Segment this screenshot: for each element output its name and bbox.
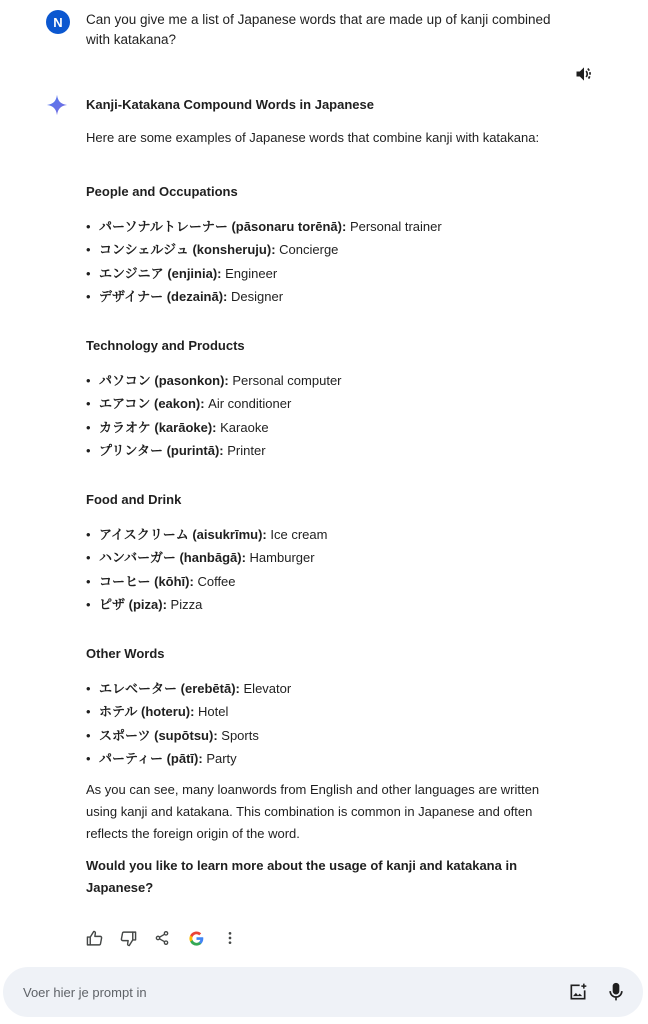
meaning: Ice cream <box>270 527 328 542</box>
bullet: • <box>86 704 91 720</box>
list-item <box>86 239 442 262</box>
section-other <box>86 645 291 771</box>
list-item <box>86 524 327 547</box>
mic-icon[interactable] <box>606 982 626 1002</box>
google-icon[interactable] <box>186 928 206 948</box>
list-item <box>86 725 291 748</box>
meaning: Hotel <box>198 704 229 720</box>
bullet: • <box>86 288 91 304</box>
response-intro: Here are some examples of Japanese words that combine kanji with katakana: <box>86 130 540 145</box>
bullet: • <box>86 750 91 766</box>
katakana-word: スポーツ <box>99 728 151 744</box>
meaning: Sports <box>221 727 259 743</box>
prompt-input[interactable] <box>23 985 543 1000</box>
romaji: (erebētā): <box>180 681 240 696</box>
user-message <box>46 10 606 50</box>
katakana-word: デザイナー <box>99 289 164 305</box>
katakana-word: プリンター <box>99 443 163 459</box>
romaji: (supōtsu): <box>154 727 218 743</box>
romaji: (piza): <box>128 596 167 612</box>
katakana-word: パソコン <box>99 374 151 389</box>
bullet: • <box>86 596 91 612</box>
meaning: Elevator <box>243 681 292 696</box>
section-heading: People and Occupations <box>86 184 238 199</box>
bullet: • <box>86 419 91 435</box>
katakana-word: ホテル <box>99 705 138 721</box>
prompt-bar <box>3 967 643 1017</box>
meaning: Pizza <box>170 596 203 612</box>
bullet: • <box>86 681 91 696</box>
romaji: (pāsonaru torēnā): <box>231 219 347 234</box>
bullet: • <box>86 242 91 258</box>
gemini-spark-icon <box>46 94 68 116</box>
katakana-word: パーティー <box>99 751 163 767</box>
word-list <box>86 370 342 463</box>
list-item <box>86 263 442 286</box>
bullet: • <box>86 373 91 388</box>
romaji: (aisukrīmu): <box>192 527 267 542</box>
list-item <box>86 286 442 309</box>
meaning: Party <box>206 750 237 766</box>
meaning: Karaoke <box>220 419 269 435</box>
romaji: (karāoke): <box>154 419 217 435</box>
section-heading: Technology and Products <box>86 338 245 353</box>
speaker-icon[interactable] <box>574 64 594 84</box>
bullet: • <box>86 442 91 458</box>
list-item <box>86 547 327 570</box>
meaning: Air conditioner <box>208 396 292 412</box>
katakana-word: パーソナルトレーナー <box>99 220 228 235</box>
more-vert-icon[interactable] <box>220 928 240 948</box>
word-list <box>86 678 291 771</box>
list-item <box>86 216 442 239</box>
meaning: Coffee <box>197 573 236 589</box>
response <box>86 96 576 147</box>
list-item <box>86 417 342 440</box>
meaning: Engineer <box>225 265 278 281</box>
katakana-word: エアコン <box>99 397 151 413</box>
list-item <box>86 571 327 594</box>
list-item <box>86 370 342 393</box>
word-list <box>86 524 327 617</box>
romaji: (konsheruju): <box>192 242 276 258</box>
romaji: (purintā): <box>166 442 224 458</box>
romaji: (hanbāgā): <box>179 550 246 566</box>
romaji: (eakon): <box>153 396 205 412</box>
section-heading: Food and Drink <box>86 492 182 507</box>
bullet: • <box>86 527 91 542</box>
katakana-word: カラオケ <box>99 420 151 436</box>
katakana-word: コーヒー <box>99 574 151 590</box>
romaji: (dezainā): <box>166 288 228 304</box>
meaning: Personal trainer <box>349 219 442 234</box>
user-avatar[interactable]: N <box>46 10 70 34</box>
romaji: (kōhī): <box>154 573 194 589</box>
section-people <box>86 183 442 309</box>
romaji: (enjinia): <box>167 265 222 281</box>
thumbs-up-icon[interactable] <box>84 928 104 948</box>
katakana-word: エンジニア <box>99 266 164 282</box>
section-heading: Other Words <box>86 646 165 661</box>
katakana-word: コンシェルジュ <box>99 243 189 259</box>
list-item <box>86 678 291 701</box>
share-icon[interactable] <box>152 928 172 948</box>
bullet: • <box>86 573 91 589</box>
response-outro: As you can see, many loanwords from English and other languages are written using kanji and katakana. This combination is common in Japanese and often reflects the foreign origin of the word. <box>86 782 540 841</box>
bullet: • <box>86 265 91 281</box>
response-actions <box>84 928 254 948</box>
add-image-icon[interactable] <box>568 982 588 1002</box>
list-item <box>86 748 291 771</box>
list-item <box>86 393 342 416</box>
katakana-word: ハンバーガー <box>99 551 176 567</box>
user-message-text: Can you give me a list of Japanese words that are made up of kanji combined with katakana? <box>86 12 551 47</box>
list-item <box>86 440 342 463</box>
romaji: (hoteru): <box>140 704 195 720</box>
bullet: • <box>86 727 91 743</box>
response-question: Would you like to learn more about the usage of kanji and katakana in Japanese? <box>86 858 518 895</box>
bullet: • <box>86 396 91 412</box>
meaning: Personal computer <box>232 373 342 388</box>
romaji: (pātī): <box>166 750 203 766</box>
meaning: Hamburger <box>249 550 315 566</box>
meaning: Designer <box>231 288 284 304</box>
list-item <box>86 701 291 724</box>
response-title: Kanji-Katakana Compound Words in Japanese <box>86 97 374 112</box>
katakana-word: エレベーター <box>99 682 178 697</box>
bullet: • <box>86 550 91 566</box>
katakana-word: アイスクリーム <box>99 528 189 543</box>
section-food <box>86 491 327 617</box>
romaji: (pasonkon): <box>154 373 229 388</box>
meaning: Printer <box>227 442 266 458</box>
thumbs-down-icon[interactable] <box>118 928 138 948</box>
section-technology <box>86 337 342 463</box>
list-item <box>86 594 327 617</box>
bullet: • <box>86 219 91 234</box>
word-list <box>86 216 442 309</box>
meaning: Concierge <box>279 242 339 258</box>
katakana-word: ピザ <box>99 597 126 613</box>
